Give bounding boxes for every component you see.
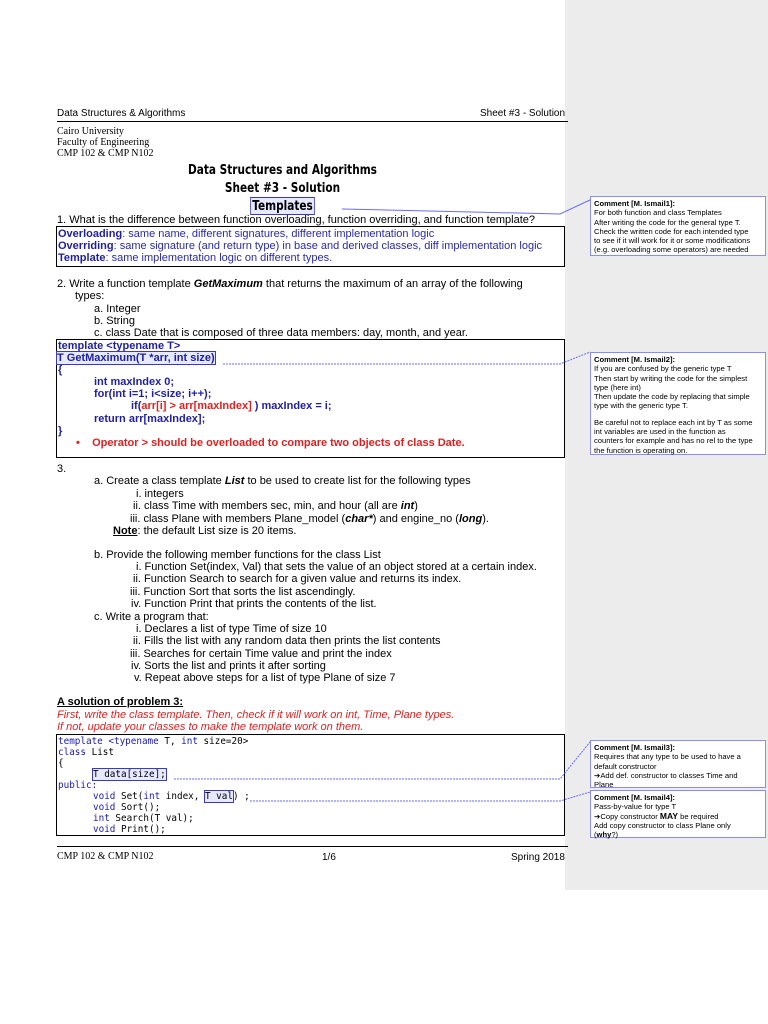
org-line2: Faculty of Engineering [57,137,150,148]
q3-c-v: v. Repeat above steps for a list of type Plane of size 7 [134,672,396,684]
code-selection-data[interactable]: T data[size]; [93,769,166,780]
q3-b-iv: iv. Function Print that prints the contents of the list. [131,598,377,610]
org-line1: Cairo University [57,126,124,137]
code-line1: template <typename T, int size=20> [58,736,249,747]
comment-title: Comment [M. Ismail1]: [594,199,676,208]
code-line3: { [58,758,64,769]
q3-c-i: i. Declares a list of type Time of size 10 [136,623,327,635]
q3-a-i: i. integers [136,488,184,500]
code-line6: void Set(int index, T val) ; [93,791,250,802]
q2-code-line5: for(int i=1; i<size; i++); [94,388,212,400]
q1-answer-3: Template: same implementation logic on different types. [58,252,333,264]
footer-right: Spring 2018 [511,852,565,863]
code-selection[interactable]: T GetMaximum(T *arr, int size) [57,352,215,364]
q3-b-ii: ii. Function Search to search for a given value and returns its index. [133,573,462,585]
solution-line1: First, write the class template. Then, check if it will work on int, Time, Plane types. [57,709,455,721]
q3-b-i: i. Function Set(index, Val) that sets the value of an object stored at a certain index. [136,561,537,573]
title-line1: Data Structures and Algorithms [188,162,377,178]
solution-heading: A solution of problem 3: [57,696,184,708]
q1-answer-1: Overloading: same name, different signatures, different implementation logic [58,228,435,240]
code-selection-tval[interactable]: T val [204,791,233,802]
comment-title: Comment [M. Ismail3]: [594,743,676,752]
q3-a-iii: iii. class Plane with members Plane_model (char*) and engine_no (long). [130,513,489,525]
q3-c: c. Write a program that: [94,611,209,623]
comment-balloon-2[interactable]: Comment [M. Ismail2]: If you are confused by the generic type T Then start by writing the code for the simplest type (here int) Then update the code by replacing that simple type with the generic type T. Be careful not to replace each int by T as some int variables are used in the function as counters for example and has no rel to the type the function is operating on. [590,352,766,455]
q3-b: b. Provide the following member functions for the class List [94,549,381,561]
q2-code-line8: } [58,425,63,437]
bullet-icon: • [76,437,93,449]
q3-a-ii: ii. class Time with members sec, min, and hour (all are int) [133,500,418,512]
templates-heading[interactable]: Templates [252,198,313,214]
code-line8: int Search(T val); [93,813,194,824]
q3-c-iii: iii. Searches for certain Time value and print the index [130,648,392,660]
q3-note: Note: the default List size is 20 items. [113,525,297,537]
solution-line2: If not, update your classes to make the template work on them. [57,721,364,733]
q2-code-line4: int maxIndex 0; [94,376,175,388]
q2-bullet: • Operator > should be overloaded to compare two objects of class Date. [76,437,465,449]
q2-code-line7: return arr[maxIndex]; [94,413,206,425]
comment-title: Comment [M. Ismail2]: [594,355,676,364]
code-line7: void Sort(); [93,802,161,813]
code-line9: void Print(); [93,824,166,835]
q2-code-line1: template <typename T> [58,340,181,352]
footer-page: 1/6 [322,852,336,863]
q3-b-iii: iii. Function Sort that sorts the list ascendingly. [130,586,356,598]
title-line2: Sheet #3 - Solution [224,180,341,196]
footer-left: CMP 102 & CMP N102 [57,851,154,862]
comment-balloon-4[interactable]: Comment [M. Ismail4]: Pass-by-value for type T ➔Copy constructor MAY be required Add copy constructor to class Plane only (why?) [590,790,766,838]
q2-line1: 2. Write a function template GetMaximum that returns the maximum of an array of the following [57,278,523,290]
q3-a: a. Create a class template List to be used to create list for the following types [94,475,471,487]
comment-title: Comment [M. Ismail4]: [594,793,676,802]
comment-balloon-1[interactable]: Comment [M. Ismail1]: For both function and class Templates After writing the code for the general type T. Check the written code for each intended type to see if it will work for it or some modifications (e.g. overloading some operators) are needed [590,196,766,256]
q1-answer-2: Overriding: same signature (and return type) in base and derived classes, diff implementation logic [58,240,543,252]
q2-a: a. Integer [94,303,141,315]
code-line2: class List [58,747,114,758]
header-left: Data Structures & Algorithms [57,108,186,119]
q3-c-ii: ii. Fills the list with any random data then prints the list contents [133,635,441,647]
q2-c: c. class Date that is composed of three data members: day, month, and year. [94,327,468,339]
comment-balloon-3[interactable]: Comment [M. Ismail3]: Requires that any type to be used to have a default constructor ➔Add def. constructor to classes Time and Plane [590,740,766,788]
org-line3: CMP 102 & CMP N102 [57,148,154,159]
q3-number: 3. [57,463,67,475]
q3-c-iv: iv. Sorts the list and prints it after sorting [131,660,326,672]
q2-b: b. String [94,315,135,327]
code-line5: public: [58,780,98,791]
q1-question: 1. What is the difference between function overloading, function overriding, and function template? [57,214,535,226]
q2-code-line3: { [58,364,63,376]
header-right: Sheet #3 - Solution [480,108,566,119]
q2-line2: types: [75,290,105,302]
q2-code-line6: if(arr[i] > arr[maxIndex] ) maxIndex = i; [131,400,332,412]
